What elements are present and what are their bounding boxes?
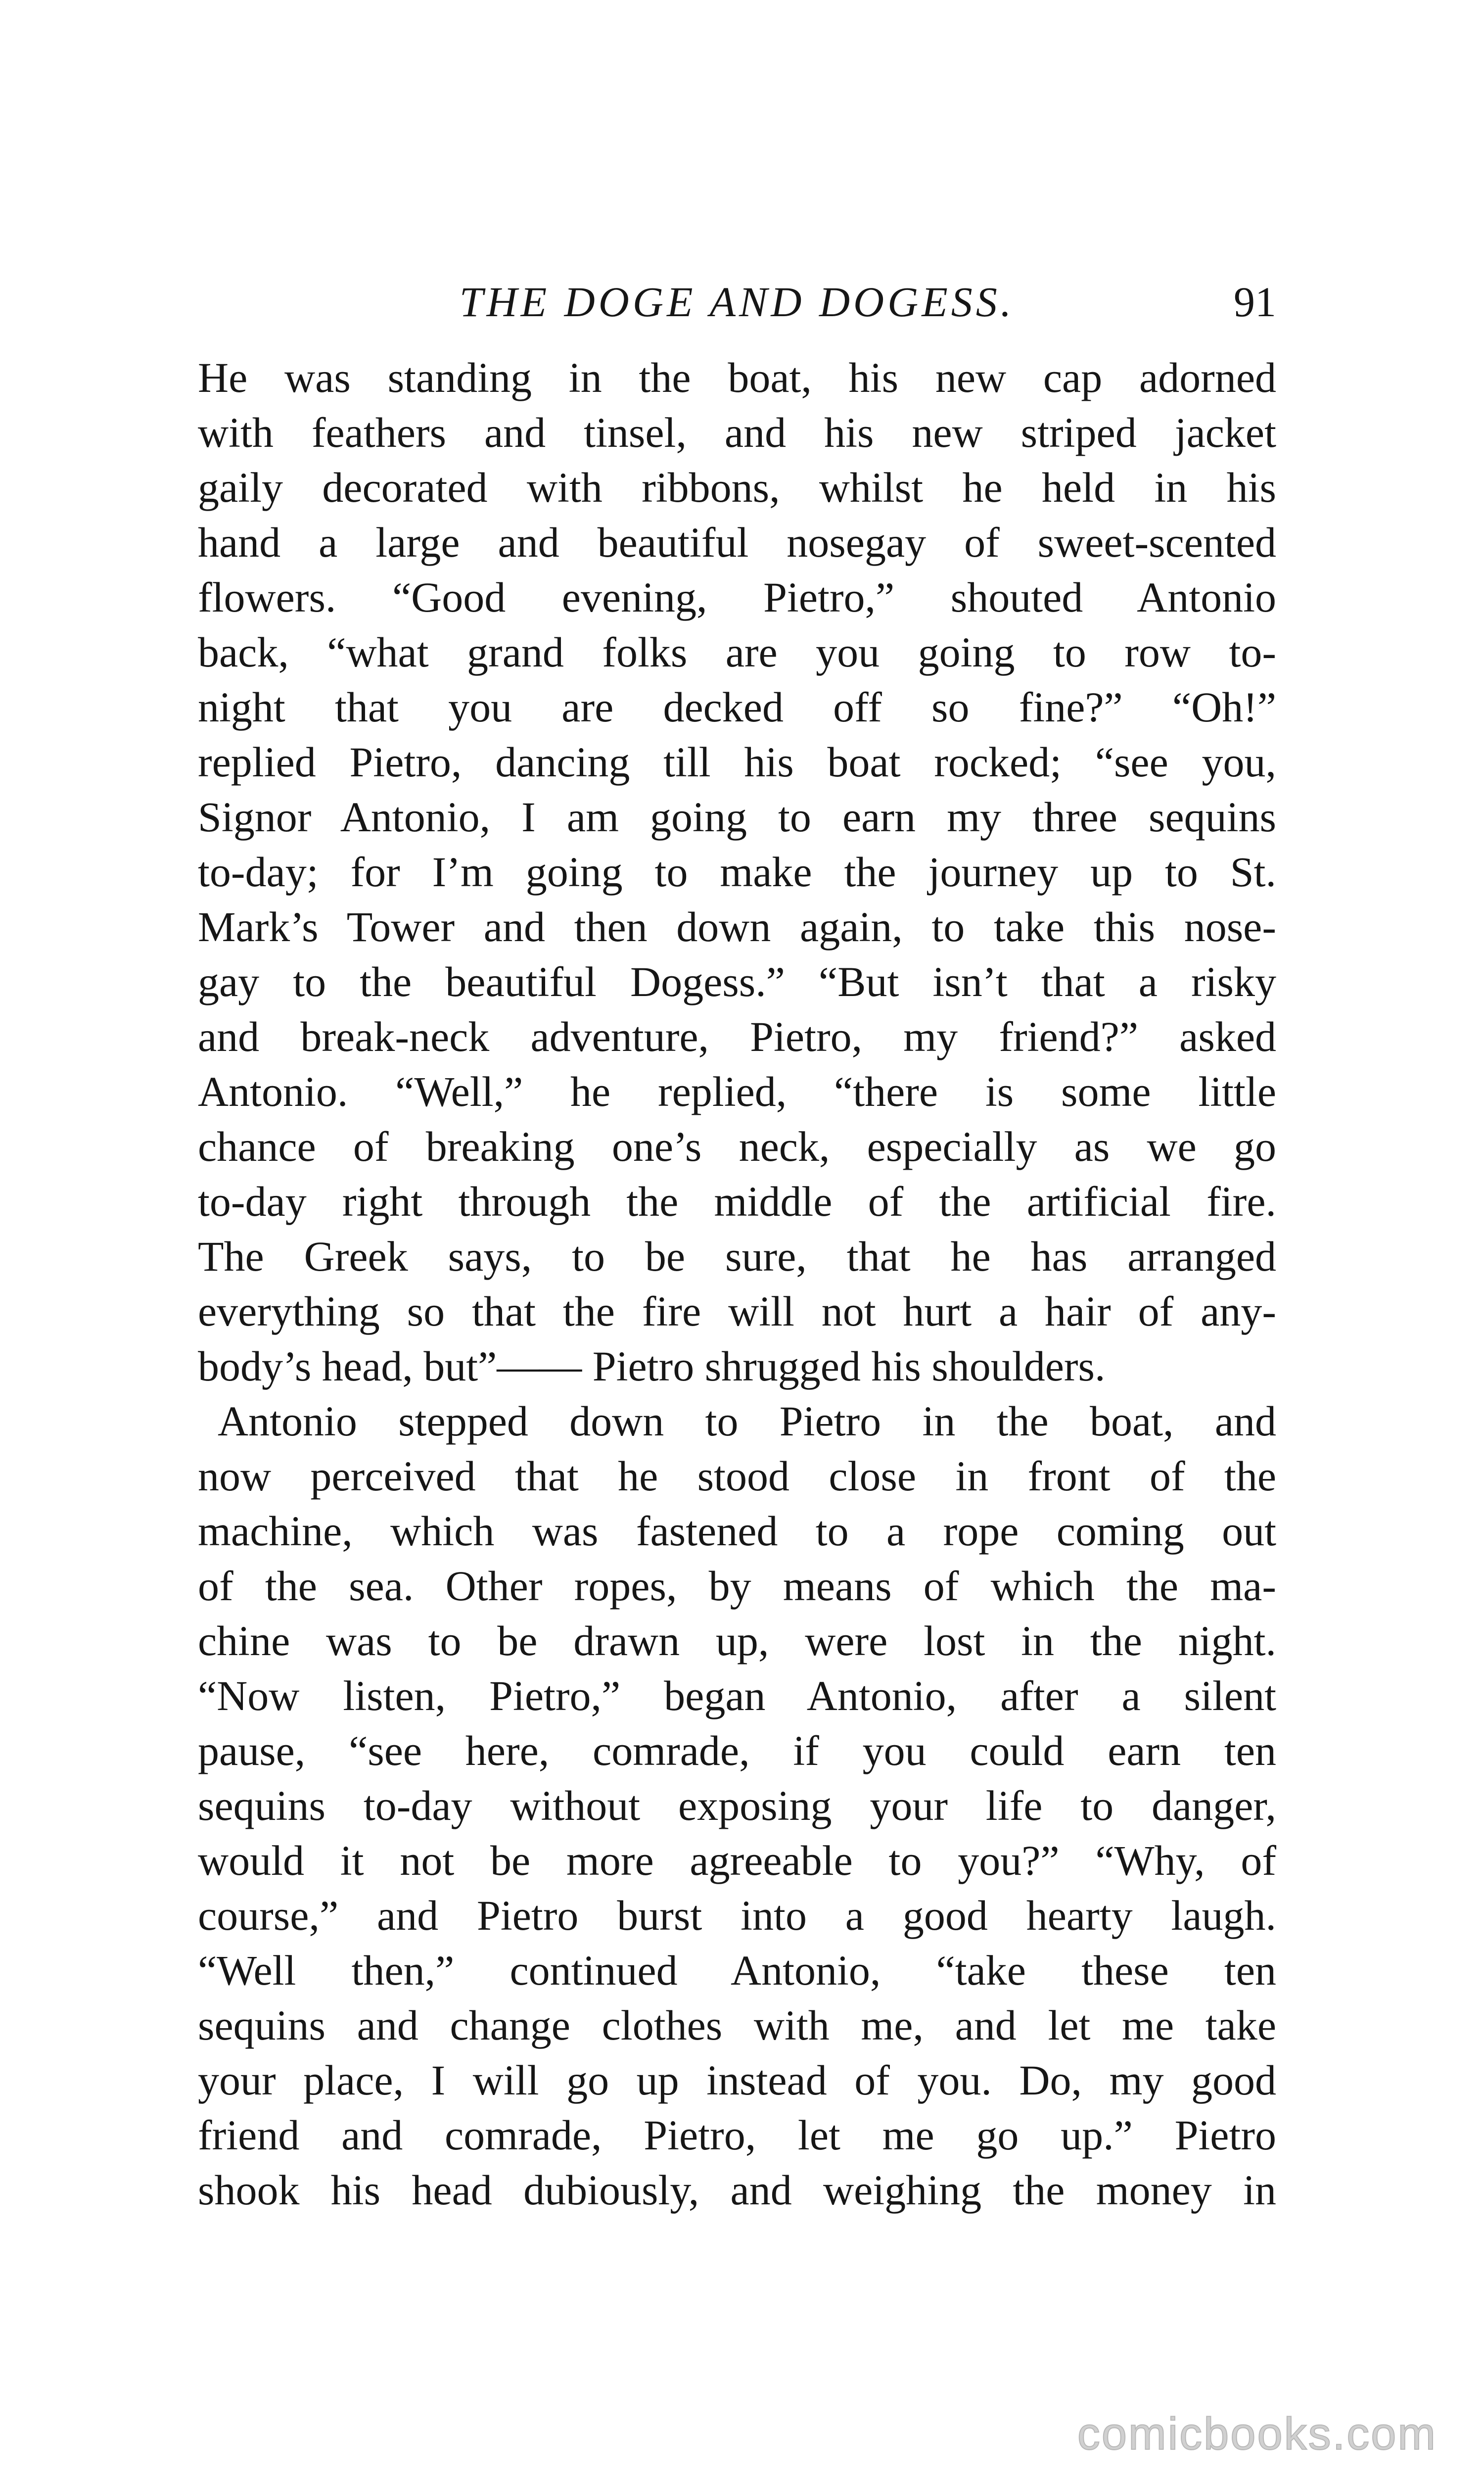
text-line: with feathers and tinsel, and his new striped jacket [198,409,1276,456]
text-line: and break-neck adventure, Pietro, my friend?” asked [198,1013,1276,1060]
text-line: replied Pietro, dancing till his boat rocked; “see you, [198,738,1276,786]
paragraph-first-line: Antonio stepped down to Pietro in the boat, and [218,1397,1276,1445]
body-text [198,350,1276,2218]
text-line: would it not be more agreeable to you?” “Why, of [198,1837,1276,1884]
text-line: hand a large and beautiful nosegay of sweet-scented [198,519,1276,566]
text-line: chine was to be drawn up, were lost in the night. [198,1617,1276,1665]
text-line: machine, which was fastened to a rope coming out [198,1507,1276,1555]
text-line: night that you are decked off so fine?” “Oh!” [198,683,1276,731]
text-line: your place, I will go up instead of you. Do, my good [198,2056,1276,2104]
text-line: friend and comrade, Pietro, let me go up.” Pietro [198,2111,1276,2159]
text-line: Mark’s Tower and then down again, to take this nose- [198,903,1276,951]
text-line: back, “what grand folks are you going to row to- [198,628,1276,676]
watermark: comicbooks.com [1077,2409,1437,2459]
text-line: “Now listen, Pietro,” began Antonio, after a silent [198,1672,1276,1719]
text-line: body’s head, but”—— Pietro shrugged his shoulders. [198,1342,1106,1390]
text-line: gay to the beautiful Dogess.” “But isn’t that a risky [198,958,1276,1005]
text-line: chance of breaking one’s neck, especially as we go [198,1123,1276,1170]
text-line: Signor Antonio, I am going to earn my three sequins [198,793,1276,841]
text-line: everything so that the fire will not hurt a hair of any- [198,1287,1276,1335]
page-header [198,275,1276,344]
text-line: to-day right through the middle of the artificial fire. [198,1178,1276,1225]
text-line: gaily decorated with ribbons, whilst he held in his [198,464,1276,511]
page-number: 91 [1234,278,1276,326]
text-line: pause, “see here, comrade, if you could earn ten [198,1727,1276,1774]
text-line: sequins and change clothes with me, and let me take [198,2001,1276,2049]
running-head: THE DOGE AND DOGESS. [459,278,1015,326]
text-line: flowers. “Good evening, Pietro,” shouted Antonio [198,573,1276,621]
text-line: He was standing in the boat, his new cap adorned [198,354,1276,401]
text-line: Antonio. “Well,” he replied, “there is some little [198,1068,1276,1115]
text-line: to-day; for I’m going to make the journey up to St. [198,848,1276,896]
text-line: now perceived that he stood close in front of the [198,1452,1276,1500]
text-line: of the sea. Other ropes, by means of which the ma- [198,1562,1276,1610]
text-line: “Well then,” continued Antonio, “take these ten [198,1947,1276,1994]
text-line: sequins to-day without exposing your life to danger, [198,1782,1276,1829]
text-line: The Greek says, to be sure, that he has arranged [198,1233,1276,1280]
text-line: course,” and Pietro burst into a good hearty laugh. [198,1892,1276,1939]
text-line: shook his head dubiously, and weighing the money in [198,2166,1276,2214]
